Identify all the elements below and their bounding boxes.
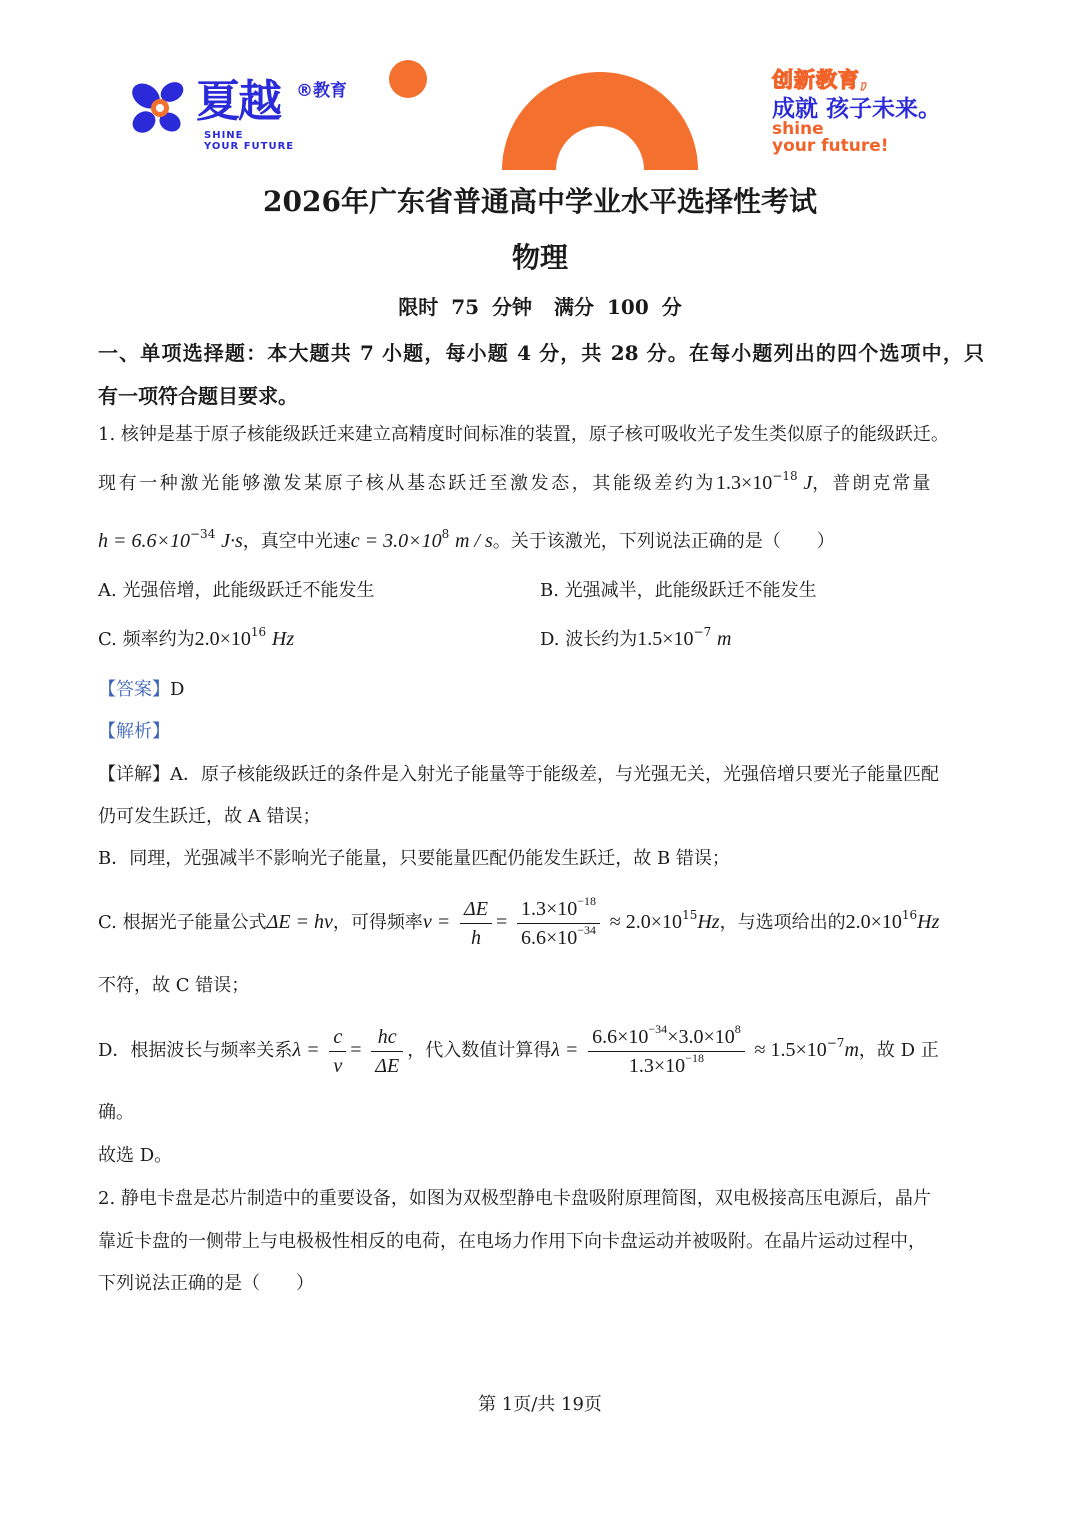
page-number: 第 1页/共 19页 xyxy=(478,1394,602,1415)
exam-subject: 物理 xyxy=(511,241,568,274)
time-limit: 限时 75 分钟 xyxy=(398,295,533,319)
q1-detail-b: B．同理，光强减半不影响光子能量，只要能量匹配仍能发生跃迁，故 B 错误； xyxy=(98,848,730,869)
q1-option-a: A. 光强倍增，此能级跃迁不能发生 xyxy=(98,580,375,601)
slogan-line-3: shine xyxy=(772,119,824,139)
q2-stem-line-2: 靠近卡盘的一侧带上与电极极性相反的电荷，在电场力作用下向卡盘运动并被吸附。在晶片运动过程中， xyxy=(98,1231,926,1252)
q1-detail-c-line-2: 不符，故 C 错误； xyxy=(98,975,250,996)
flower-icon xyxy=(128,78,192,142)
section-heading-line-2: 有一项符合题目要求。 xyxy=(98,384,298,408)
answer-tag: 【答案】 xyxy=(98,679,170,700)
q1-detail-a-line-2: 仍可发生跃迁，故 A 错误； xyxy=(98,806,321,827)
q1-detail-d-line-2: 确。 xyxy=(98,1102,134,1123)
fraction-de-over-h: $\frac{\Delta E}{h}$ xyxy=(460,897,492,950)
decorative-dot xyxy=(389,60,427,98)
q1-stem-line-2: 现有一种激光能够激发某原子核从基态跃迁至激发态，其能级差约为$1.3\times 10^{-18}$ J，普朗克常量 xyxy=(98,469,933,494)
section-heading-line-1: 一、单项选择题：本大题共 7 小题，每小题 4 分，共 28 分。在每小题列出的四个选项中，只 xyxy=(98,341,984,365)
slogan-line-4: your future! xyxy=(772,136,889,156)
answer-value: D xyxy=(170,679,185,700)
exam-time-info xyxy=(0,292,1080,322)
exam-title: 2026年广东省普通高中学业水平选择性考试 xyxy=(263,185,817,218)
q2-stem-line-1: 2. 静电卡盘是芯片制造中的重要设备，如图为双极型静电卡盘吸附原理简图，双电极接高压电源后，晶片 xyxy=(98,1188,931,1209)
q1-option-b: B. 光强减半，此能级跃迁不能发生 xyxy=(540,580,817,601)
decorative-arch xyxy=(502,72,698,170)
q1-stem-line-3: $h = 6.6\times 10^{-34}$ J·s，真空中光速$c = 3.0\times 10^8$ m / s。关于该激光，下列说法正确的是（ ） xyxy=(98,527,835,552)
q2-stem-line-3: 下列说法正确的是（ ） xyxy=(98,1273,314,1294)
q1-option-d: D. 波长约为$1.5\times 10^{-7}$ m xyxy=(540,625,732,650)
q1-analysis-tag: 【解析】 xyxy=(98,721,170,742)
brand-tagline-1: SHINE xyxy=(204,130,244,141)
slogan-logo xyxy=(772,64,972,164)
slogan-line-2: 成就 孩子未来。 xyxy=(772,96,942,122)
brand-tagline-2: YOUR FUTURE xyxy=(204,141,295,152)
brand-logo xyxy=(128,74,348,154)
q1-answer xyxy=(98,677,984,703)
full-score: 满分 100 分 xyxy=(554,295,682,319)
q1-stem-line-1: 1. 核钟是基于原子核能级跃迁来建立高精度时间标准的装置，原子核可吸收光子发生类似原子的能级跃迁。 xyxy=(98,424,949,445)
q1-detail-d: D．根据波长与频率关系λ = $\frac{c}{\nu}$ = $\frac{hc}{\Delta E}$ ，代入数值计算得λ = $\frac{6.6\times 10^{-34}\times 3.0\times 10^8}{1.3\times 10^{-18}}$ ≈ $1.5\times 10^{-7}m$，故 D 正 xyxy=(98,1021,939,1077)
q1-conclusion: 故选 D。 xyxy=(98,1145,173,1166)
q1-detail-a-line-1: 【详解】A．原子核能级跃迁的条件是入射光子能量等于能级差，与光强无关，光强倍增只要光子能量匹配 xyxy=(98,764,939,785)
slogan-line-1: 创新教育, xyxy=(772,68,869,92)
q1-option-c: C. 频率约为$2.0\times 10^{16}$ Hz xyxy=(98,625,295,650)
brand-suffix: ®教育 xyxy=(296,81,347,101)
section-heading xyxy=(98,332,984,418)
brand-name: 夏越 xyxy=(196,76,280,127)
fraction-numeric: $\frac{1.3\times 10^{-18}}{6.6\times 10^{-34}}$ xyxy=(517,897,600,950)
detail-tag: 【详解】 xyxy=(98,764,170,785)
q1-detail-c: C. 根据光子能量公式ΔE = hν，可得频率ν = $\frac{\Delta E}{h}$ = $\frac{1.3\times 10^{-18}}{6.6\times 10^{-34}}$ ≈ $2.0\times 10^{15}Hz$，与选项给出的$2.0\times 10^{16}Hz$ xyxy=(98,893,940,949)
